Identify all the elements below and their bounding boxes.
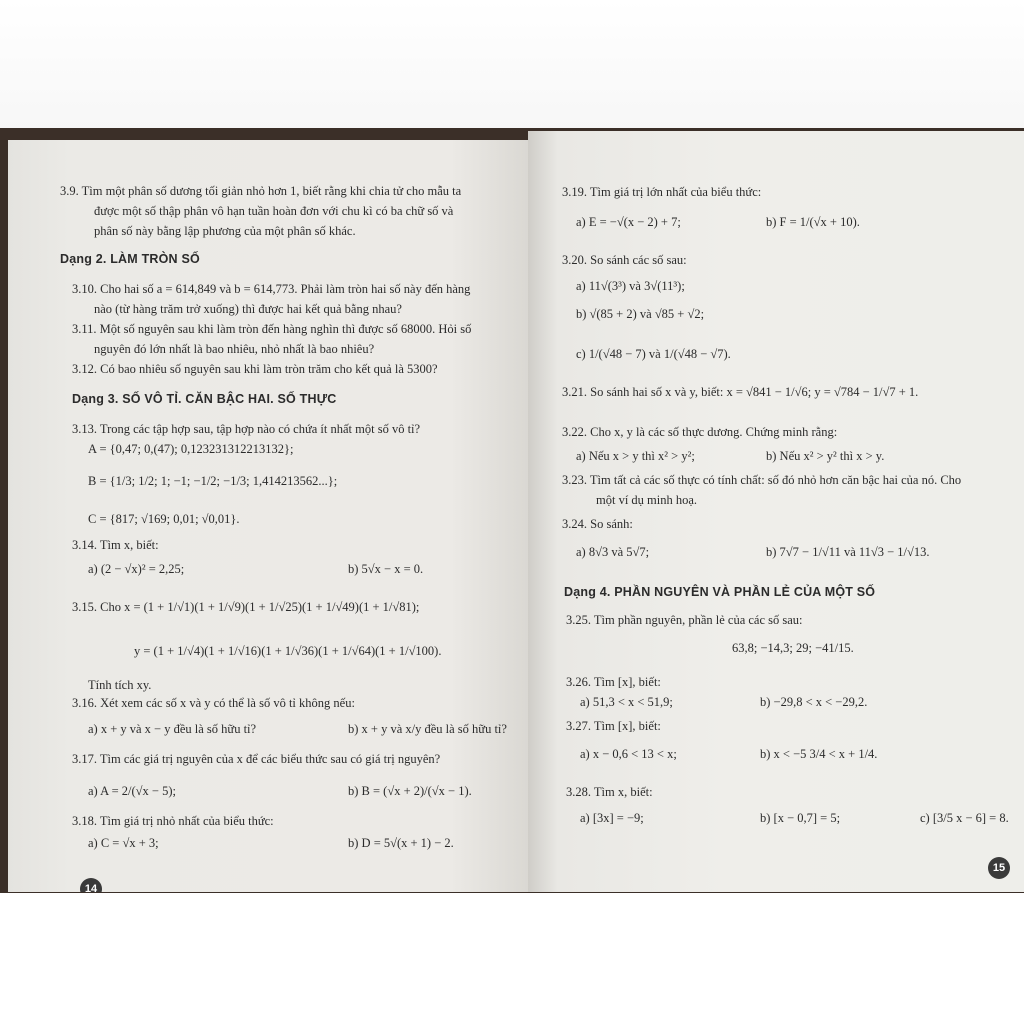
problem-3-27: 3.27. Tìm [x], biết: [566, 719, 661, 733]
page-number-right: 15 [988, 857, 1010, 879]
problem-3-18a: a) C = √x + 3; [88, 836, 159, 850]
problem-3-13: 3.13. Trong các tập hợp sau, tập hợp nào có chứa ít nhất một số vô tỉ? [72, 422, 421, 436]
problem-3-16a: a) x + y và x − y đều là số hữu tỉ? [88, 722, 257, 736]
problem-3-24: 3.24. So sánh: [562, 517, 633, 531]
set-b: B = {1/3; 1/2; 1; −1; −1/2; −1/3; 1,414213562...}; [88, 474, 338, 488]
problem-3-18: 3.18. Tìm giá trị nhỏ nhất của biểu thức: [72, 814, 274, 828]
problem-3-14a: a) (2 − √x)² = 2,25; [88, 562, 185, 576]
problem-3-20a: a) 11√(3³) và 3√(11³); [576, 279, 685, 293]
background-bottom [0, 893, 1024, 1024]
problem-3-28a: a) [3x] = −9; [580, 811, 644, 825]
problem-3-15-x: 3.15. Cho x = (1 + 1/√1)(1 + 1/√9)(1 + 1/√25)(1 + 1/√49)(1 + 1/√81); [72, 600, 420, 614]
set-a: A = {0,47; 0,(47); 0,123231312213132}; [88, 442, 294, 456]
problem-3-17: 3.17. Tìm các giá trị nguyên của x để các biểu thức sau có giá trị nguyên? [72, 752, 441, 766]
right-page [528, 131, 1024, 892]
problem-3-9-line3: phân số này bằng lập phương của một phân số khác. [94, 224, 356, 238]
background-top [0, 0, 1024, 130]
problem-3-16: 3.16. Xét xem các số x và y có thể là số vô tỉ không nếu: [72, 696, 355, 710]
problem-3-19a: a) E = −√(x − 2) + 7; [576, 215, 681, 229]
problem-3-17a: a) A = 2/(√x − 5); [88, 784, 176, 798]
problem-3-22b: b) Nếu x² > y² thì x > y. [766, 449, 885, 463]
problem-3-9-line2: được một số thập phân vô hạn tuần hoàn đơn với chu kì có ba chữ số và [94, 204, 454, 218]
problem-3-26a: a) 51,3 < x < 51,9; [580, 695, 673, 709]
problem-3-28b: b) [x − 0,7] = 5; [760, 811, 841, 825]
problem-3-16b: b) x + y và x/y đều là số hữu tỉ? [348, 722, 507, 736]
page-number-left: 14 [80, 878, 102, 892]
problem-3-24b: b) 7√7 − 1/√11 và 11√3 − 1/√13. [766, 545, 930, 559]
section-heading-dang-4: Dạng 4. PHẦN NGUYÊN VÀ PHẦN LẺ CỦA MỘT SỐ [564, 585, 876, 599]
problem-3-20: 3.20. So sánh các số sau: [562, 253, 687, 267]
problem-3-23-line1: 3.23. Tìm tất cả các số thực có tính chất: số đó nhỏ hơn căn bậc hai của nó. Cho [562, 473, 962, 487]
problem-3-12: 3.12. Có bao nhiêu số nguyên sau khi làm tròn trăm cho kết quả là 5300? [72, 362, 438, 376]
problem-3-10-line2: nào (từ hàng trăm trở xuống) thì được hai kết quả bằng nhau? [94, 302, 402, 316]
problem-3-22: 3.22. Cho x, y là các số thực dương. Chứng minh rằng: [562, 425, 838, 439]
problem-3-19b: b) F = 1/(√x + 10). [766, 215, 860, 229]
problem-3-26: 3.26. Tìm [x], biết: [566, 675, 661, 689]
problem-3-21: 3.21. So sánh hai số x và y, biết: x = √841 − 1/√6; y = √784 − 1/√7 + 1. [562, 385, 919, 399]
problem-3-25: 3.25. Tìm phần nguyên, phần lẻ của các số sau: [566, 613, 803, 627]
problem-3-26b: b) −29,8 < x < −29,2. [760, 695, 868, 709]
left-page [8, 140, 528, 892]
problem-3-28c: c) [3/5 x − 6] = 8. [920, 811, 1009, 825]
problem-3-22a: a) Nếu x > y thì x² > y²; [576, 449, 695, 463]
problem-3-27a: a) x − 0,6 < 13 < x; [580, 747, 677, 761]
problem-3-15-y: y = (1 + 1/√4)(1 + 1/√16)(1 + 1/√36)(1 + 1/√64)(1 + 1/√100). [134, 644, 442, 658]
problem-3-20c: c) 1/(√48 − 7) và 1/(√48 − √7). [576, 347, 731, 361]
problem-3-9-line1: 3.9. Tìm một phân số dương tối giản nhỏ hơn 1, biết rằng khi chia tử cho mẫu ta [60, 184, 462, 198]
problem-3-11-line2: nguyên đó lớn nhất là bao nhiêu, nhỏ nhất là bao nhiêu? [94, 342, 375, 356]
problem-3-10-line1: 3.10. Cho hai số a = 614,849 và b = 614,773. Phải làm tròn hai số này đến hàng [72, 282, 471, 296]
problem-3-25-numbers: 63,8; −14,3; 29; −41/15. [732, 641, 854, 655]
problem-3-17b: b) B = (√x + 2)/(√x − 1). [348, 784, 472, 798]
problem-3-19: 3.19. Tìm giá trị lớn nhất của biểu thức: [562, 185, 762, 199]
section-heading-dang-2: Dạng 2. LÀM TRÒN SỐ [60, 252, 200, 266]
problem-3-11-line1: 3.11. Một số nguyên sau khi làm tròn đến hàng nghìn thì được số 68000. Hỏi số [72, 322, 472, 336]
problem-3-23-line2: một ví dụ minh hoạ. [596, 493, 698, 507]
problem-3-27b: b) x < −5 3/4 < x + 1/4. [760, 747, 878, 761]
problem-3-24a: a) 8√3 và 5√7; [576, 545, 650, 559]
problem-3-28: 3.28. Tìm x, biết: [566, 785, 653, 799]
problem-3-18b: b) D = 5√(x + 1) − 2. [348, 836, 454, 850]
section-heading-dang-3: Dạng 3. SỐ VÔ TỈ. CĂN BẬC HAI. SỐ THỰC [72, 392, 337, 406]
problem-3-14b: b) 5√x − x = 0. [348, 562, 424, 576]
problem-3-20b: b) √(85 + 2) và √85 + √2; [576, 307, 705, 321]
set-c: C = {817; √169; 0,01; √0,01}. [88, 512, 240, 526]
problem-3-14: 3.14. Tìm x, biết: [72, 538, 159, 552]
problem-3-15-question: Tính tích xy. [88, 678, 152, 692]
